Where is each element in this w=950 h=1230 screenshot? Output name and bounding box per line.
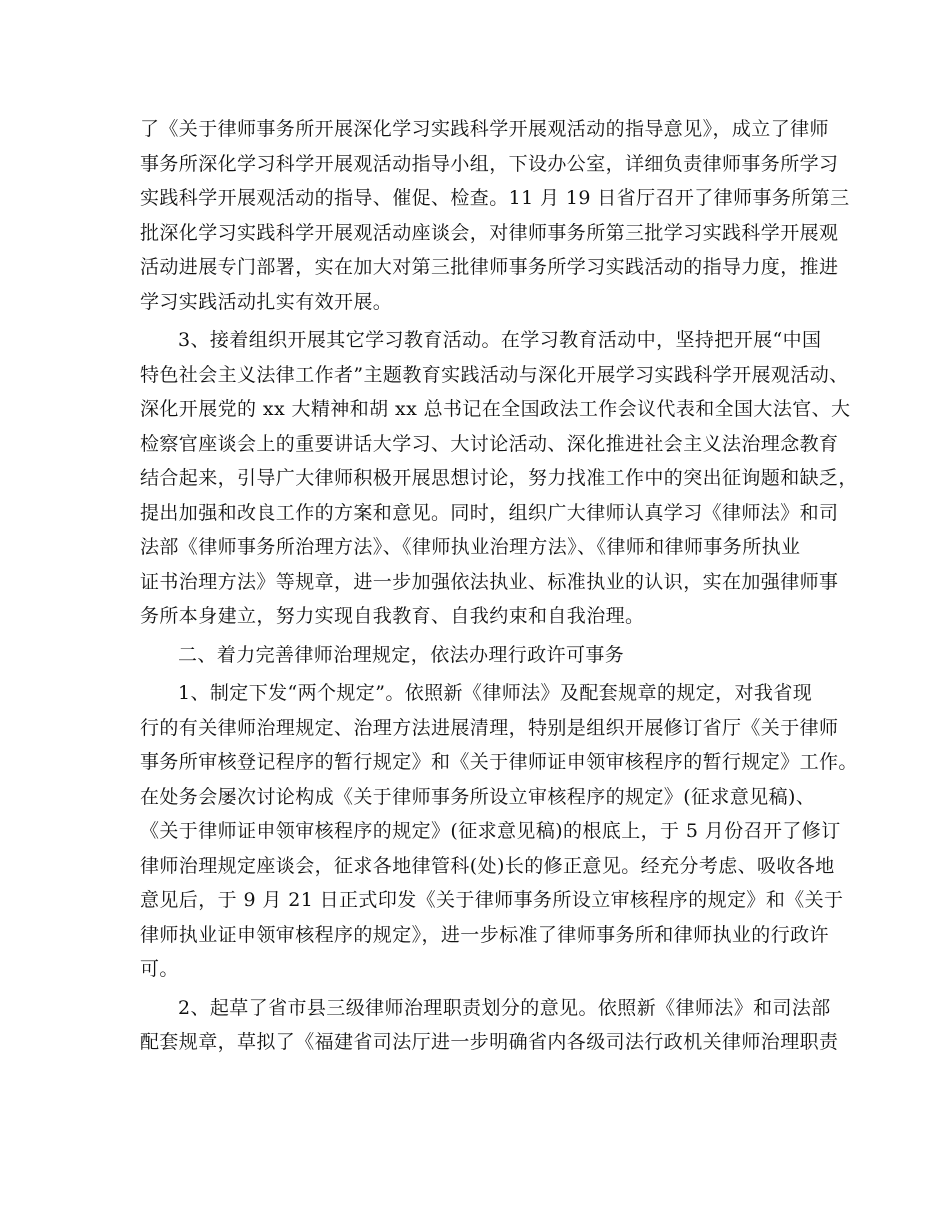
document-body xyxy=(140,112,858,1060)
text-line: 可。 xyxy=(140,958,179,980)
text-line: 深化开展党的 xx 大精神和胡 xx 总书记在全国政法工作会议代表和全国大法官、大 xyxy=(140,398,851,420)
text-line: 批深化学习实践科学开展观活动座谈会，对律师事务所第三批学习实践科学开展观 xyxy=(140,221,839,244)
text-line: 1、制定下发“两个规定”。依照新《律师法》及配套规章的规定，对我省现 xyxy=(178,682,813,704)
text-line: 活动进展专门部署，实在加大对第三批律师事务所学习实践活动的指导力度，推进 xyxy=(140,256,839,278)
text-line: 意见后，于 9 月 21 日正式印发《关于律师事务所设立审核程序的规定》和《关于 xyxy=(140,889,844,911)
text-line: 检察官座谈会上的重要讲话大学习、大讨论活动、深化推进社会主义法治理念教育 xyxy=(140,432,839,455)
text-line: 二、着力完善律师治理规定，依法办理行政许可事务 xyxy=(178,643,625,666)
text-line: 3、接着组织开展其它学习教育活动。在学习教育活动中，坚持把开展“中国 xyxy=(178,329,822,351)
text-line: 了《关于律师事务所开展深化学习实践科学开展观活动的指导意见》，成立了律师 xyxy=(140,118,829,140)
paragraph-p2 xyxy=(140,323,858,634)
paragraph-p1 xyxy=(140,112,850,319)
text-line: 证书治理方法》等规章，进一步加强依法执业、标准执业的认识，实在加强律师事 xyxy=(140,570,839,593)
text-line: 事务所深化学习科学开展观活动指导小组，下设办公室，详细负责律师事务所学习 xyxy=(140,152,839,175)
text-line: 配套规章，草拟了《福建省司法厅进一步明确省内各级司法行政机关律师治理职责 xyxy=(140,1031,839,1053)
text-line: 在处务会屡次讨论构成《关于律师事务所设立审核程序的规定》(征求意见稿)、 xyxy=(140,785,816,808)
text-line: 事务所审核登记程序的暂行规定》和《关于律师证申领审核程序的暂行规定》工作。 xyxy=(140,751,858,773)
paragraph-p4 xyxy=(140,676,858,987)
text-line: 《关于律师证申领审核程序的规定》(征求意见稿)的根底上，于 5 月份召开了修订 xyxy=(140,820,841,842)
text-line: 2、起草了省市县三级律师治理职责划分的意见。依照新《律师法》和司法部 xyxy=(178,996,831,1019)
text-line: 务所本身建立，努力实现自我教育、自我约束和自我治理。 xyxy=(140,605,645,627)
text-line: 提出加强和改良工作的方案和意见。同时，组织广大律师认真学习《律师法》和司 xyxy=(140,501,839,524)
text-line: 律师治理规定座谈会，征求各地律管科(处)长的修正意见。经充分考虑、吸收各地 xyxy=(140,854,835,877)
text-line: 学习实践活动扎实有效开展。 xyxy=(140,290,393,313)
text-line: 行的有关律师治理规定、治理方法进展清理，特别是组织开展修订省厅《关于律师 xyxy=(140,716,839,739)
paragraph-p3 xyxy=(140,638,816,673)
text-line: 特色社会主义法律工作者”主题教育实践活动与深化开展学习实践科学开展观活动、 xyxy=(140,363,849,386)
paragraph-p5 xyxy=(140,991,839,1060)
text-line: 法部《律师事务所治理方法》、《律师执业治理方法》、《律师和律师事务所执业 xyxy=(140,536,801,558)
text-line: 实践科学开展观活动的指导、催促、检查。11 月 19 日省厅召开了律师事务所第三 xyxy=(140,187,850,209)
text-line: 律师执业证申领审核程序的规定》，进一步标准了律师事务所和律师执业的行政许 xyxy=(140,923,829,946)
text-line: 结合起来，引导广大律师积极开展思想讨论，努力找准工作中的突出征询题和缺乏， xyxy=(140,467,858,489)
